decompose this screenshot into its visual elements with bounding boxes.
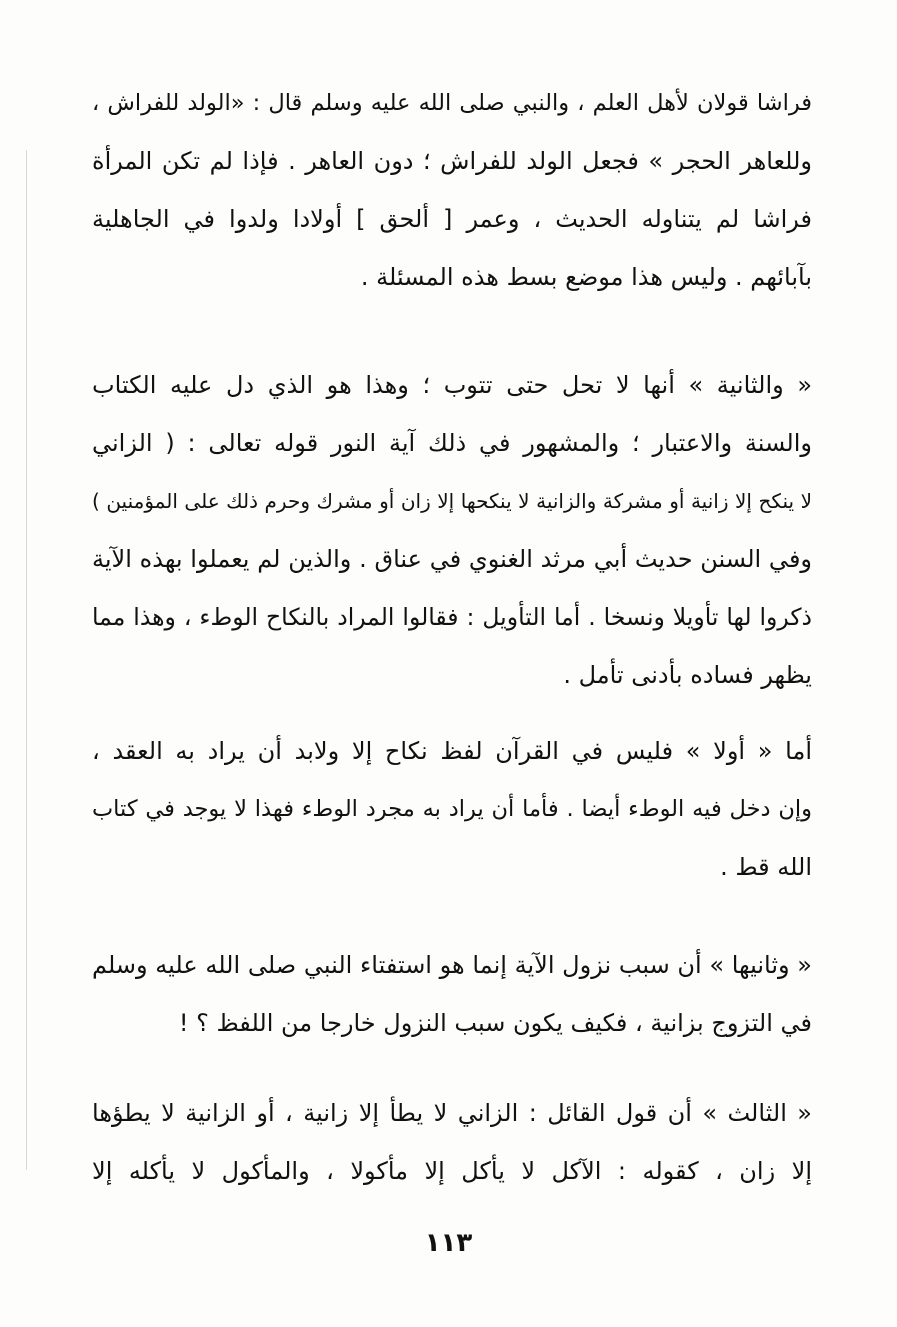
text-line: وللعاهر الحجر » فجعل الولد للفراش ؛ دون العاهر . فإذا لم تكن المرأة (92, 147, 812, 175)
text-line: بآبائهم . وليس هذا موضع بسط هذه المسئلة . (360, 263, 812, 291)
paragraph-3 (92, 722, 812, 896)
text-line: والسنة والاعتبار ؛ والمشهور في ذلك آية النور قوله تعالى : ( الزاني (92, 429, 812, 457)
text-line: وفي السنن حديث أبي مرثد الغنوي في عناق . والذين لم يعملوا بهذه الآية (92, 545, 812, 573)
text-line: في التزوج بزانية ، فكيف يكون سبب النزول خارجا من اللفظ ؟ ! (178, 1009, 812, 1037)
text-line: « الثالث » أن قول القائل : الزاني لا يطأ إلا زانية ، أو الزانية لا يطؤها (92, 1099, 812, 1127)
quran-verse-line: لا ينكح إلا زانية أو مشركة والزانية لا ينكحها إلا زان أو مشرك وحرم ذلك على المؤمنين ) (92, 489, 812, 513)
text-line: يظهر فساده بأدنى تأمل . (563, 661, 812, 689)
text-line: فراشا قولان لأهل العلم ، والنبي صلى الله عليه وسلم قال : «الولد للفراش ، (92, 90, 812, 116)
text-line: « وثانيها » أن سبب نزول الآية إنما هو استفتاء النبي صلى الله عليه وسلم (92, 951, 812, 979)
text-line: وإن دخل فيه الوطء أيضا . فأما أن يراد به مجرد الوطء فهذا لا يوجد في كتاب (92, 796, 812, 822)
text-line: الله قط . (720, 853, 812, 881)
text-line: « والثانية » أنها لا تحل حتى تتوب ؛ وهذا هو الذي دل عليه الكتاب (92, 371, 812, 399)
page-edge-line (26, 150, 27, 1170)
paragraph-1 (92, 74, 812, 306)
text-line: ذكروا لها تأويلا ونسخا . أما التأويل : فقالوا المراد بالنكاح الوطء ، وهذا مما (92, 603, 812, 631)
text-line: فراشا لم يتناوله الحديث ، وعمر [ ألحق ] أولادا ولدوا في الجاهلية (92, 205, 812, 233)
page-number: ١١٣ (424, 1228, 473, 1258)
text-line: أما « أولا » فليس في القرآن لفظ نكاح إلا ولابد أن يراد به العقد ، (92, 737, 812, 765)
paragraph-5 (92, 1084, 812, 1200)
paragraph-2 (92, 356, 812, 704)
text-line: إلا زان ، كقوله : الآكل لا يأكل إلا مأكولا ، والمأكول لا يأكله إلا (92, 1157, 812, 1185)
paragraph-4 (92, 936, 812, 1052)
